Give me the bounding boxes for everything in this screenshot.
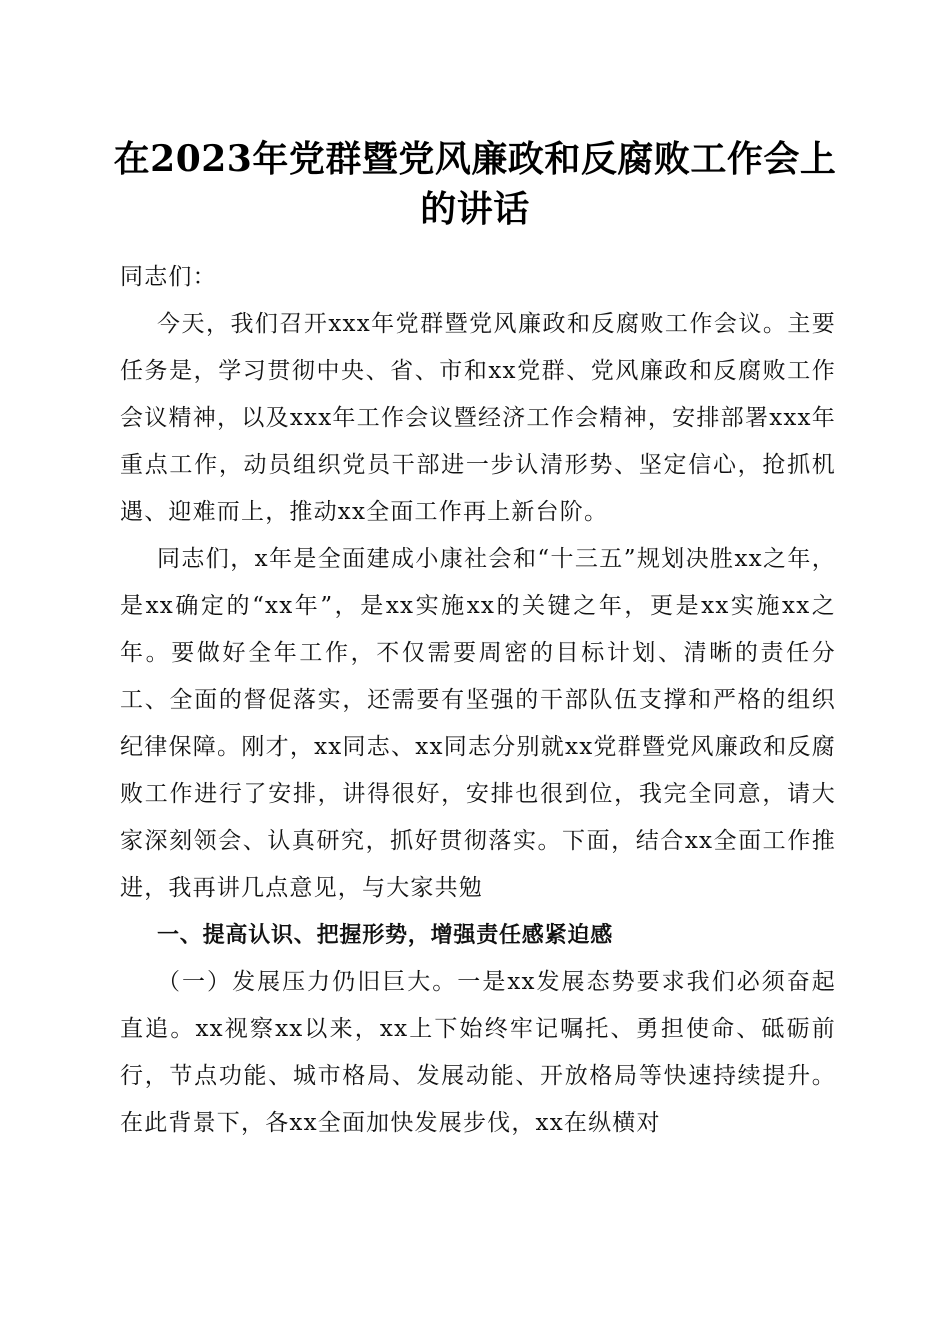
- salutation: 同志们：: [120, 264, 217, 290]
- document-title: 在2023年党群暨党风廉政和反腐败工作会上的讲话: [113, 138, 837, 230]
- paragraph-context: 同志们，x年是全面建成小康社会和“十三五”规划决胜xx之年，是xx确定的“xx年”，是xx实施xx的关键之年，更是xx实施xx之年。要做好全年工作，不仅需要周密的目标计划、清晰的责任分工、全面的督促落实，还需要有坚强的干部队伍支撑和严格的组织纪律保障。刚才，xx同志、xx同志分别就xx党群暨党风廉政和反腐败工作进行了安排，讲得很好，安排也很到位，我完全同意，请大家深刻领会、认真研究，抓好贯彻落实。下面，结合xx全面工作推进，我再讲几点意见，与大家共勉: [120, 546, 836, 901]
- paragraph-intro: 今天，我们召开xxx年党群暨党风廉政和反腐败工作会议。主要任务是，学习贯彻中央、省、市和xx党群、党风廉政和反腐败工作会议精神，以及xxx年工作会议暨经济工作会精神，安排部署xxx年重点工作，动员组织党员干部进一步认清形势、坚定信心，抢抓机遇、迎难而上，推动xx全面工作再上新台阶。: [120, 311, 836, 525]
- section-paragraph: （一）发展压力仍旧巨大。一是xx发展态势要求我们必须奋起直追。xx视察xx以来，xx上下始终牢记嘱托、勇担使命、砥砺前行，节点功能、城市格局、发展动能、开放格局等快速持续提升。在此背景下，各xx全面加快发展步伐，xx在纵横对: [120, 969, 836, 1136]
- document-body: [120, 254, 836, 1147]
- section-heading: 一、提高认识、把握形势，增强责任感紧迫感: [157, 923, 614, 948]
